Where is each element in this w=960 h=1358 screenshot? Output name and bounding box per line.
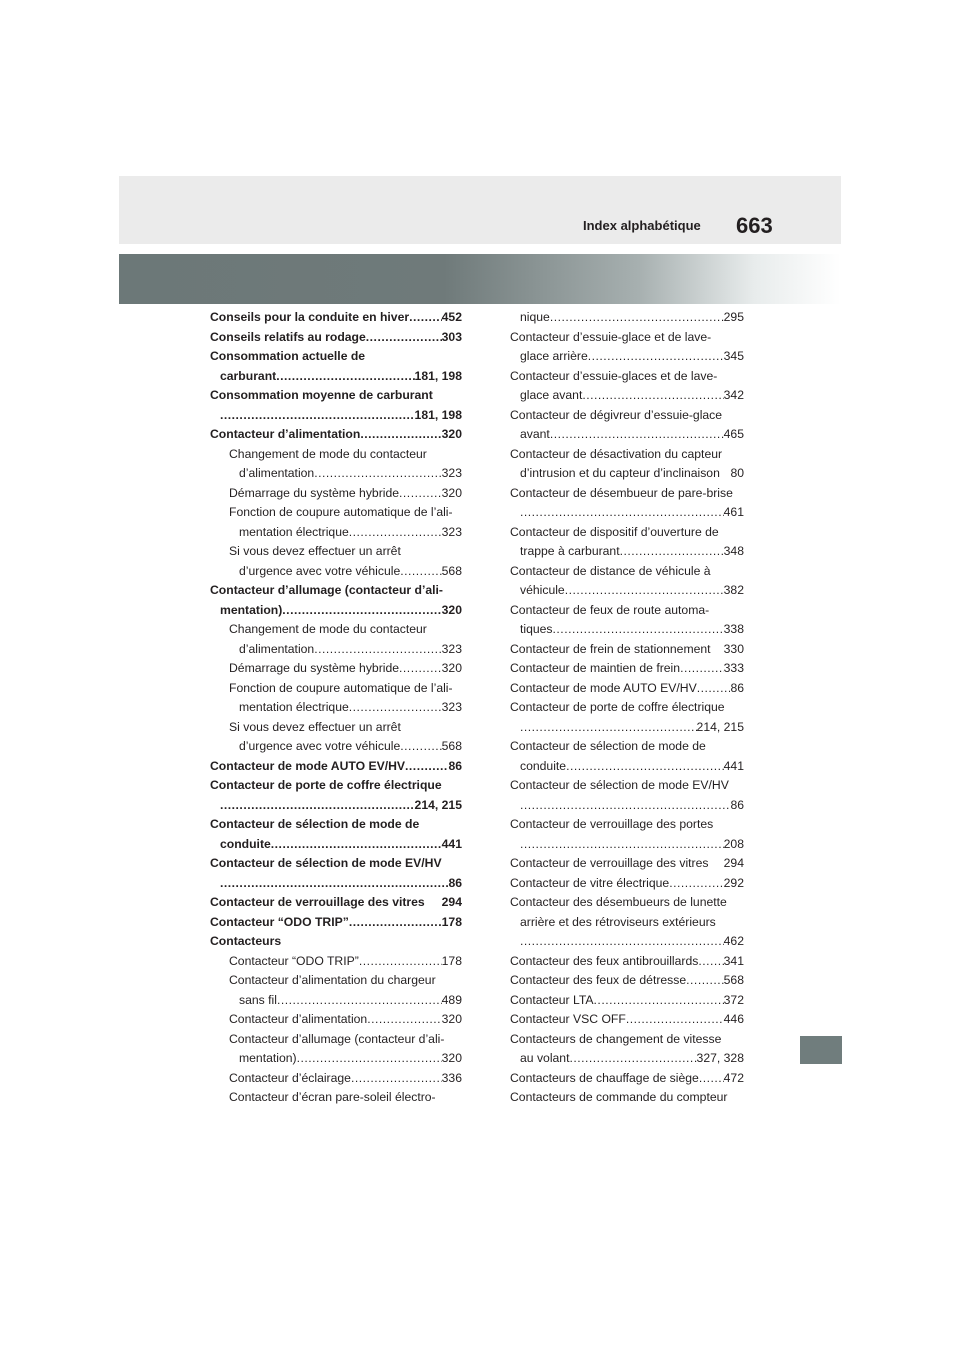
dot-leader [550,308,724,328]
dot-leader [699,1069,724,1089]
side-thumb-tab [800,1036,842,1064]
dot-leader [349,698,442,718]
index-entry-page: 292 [723,875,744,890]
index-entry [210,835,462,855]
dot-leader [297,1049,442,1069]
index-entry [210,445,462,465]
index-entry-text: Contacteurs de commande du compteur [510,1090,728,1104]
dot-leader [565,581,724,601]
index-entry [210,425,462,445]
index-entry [210,464,462,484]
index-entry-page: 86 [448,758,462,773]
dot-leader [351,1069,442,1089]
index-entry-text: Contacteur de mode AUTO EV/HV [210,758,406,773]
index-entry-text: d’alimentation [239,466,315,480]
section-title: Index alphabétique [583,218,701,233]
index-entry-page: 178 [441,953,462,968]
index-entry-text: Contacteurs de chauffage de siège [510,1070,699,1085]
index-entry-text: d’intrusion et du capteur d’inclinaison [520,466,720,480]
dot-leader [276,367,414,387]
index-entry-page: 465 [723,427,744,441]
index-entry [510,523,744,543]
dot-leader [400,562,441,582]
index-entry-text: Contacteur d’allumage (contacteur d’ali- [229,1031,445,1046]
index-entry [510,367,744,387]
index-entry-page: 345 [723,349,744,363]
index-entry [210,581,462,601]
index-entry-page: 338 [723,622,744,636]
index-column-left [210,308,462,1108]
index-entry [510,601,744,621]
dot-leader [314,640,441,660]
index-entry-text: Contacteurs de changement de vitesse [510,1031,722,1046]
index-entry-text: Contacteur LTA [510,992,594,1007]
dot-leader [626,1010,724,1030]
index-entry [210,776,462,796]
index-entry [510,952,744,972]
index-entry [510,308,744,328]
dot-leader [520,932,724,952]
index-entry-text: Contacteur d’alimentation [210,427,361,441]
index-entry-page: 303 [441,329,462,344]
index-entry [210,601,462,621]
index-entry [510,581,744,601]
index-entry [510,893,744,913]
index-entry-text: carburant [220,368,277,383]
index-entry-text: Conseils relatifs au rodage [210,329,366,344]
index-entry-text: Contacteur de maintien de frein [510,661,681,675]
index-entry-text: glace arrière [520,349,588,363]
index-entry-page: 181, 198 [414,368,462,383]
dot-leader [399,659,442,679]
index-entry-page: 441 [441,836,462,851]
index-entry-text: nique [520,310,550,324]
dot-leader [367,1010,441,1030]
index-entry [510,1049,744,1069]
dot-leader [594,991,724,1011]
index-entry [210,1049,462,1069]
index-entry [510,620,744,640]
index-entry [210,484,462,504]
index-entry-page: 472 [723,1070,744,1085]
index-entry-text: Fonction de coupure automatique de l’ali- [229,680,453,695]
index-entry-text: Contacteur d’alimentation du chargeur [229,973,436,987]
dot-leader [349,913,442,933]
index-entry-text: mentation électrique [239,700,349,714]
index-entry [210,679,462,699]
dot-leader [569,1049,696,1069]
index-entry [210,406,462,426]
index-entry-text: Contacteur d’essuie-glace et de lave- [510,329,712,344]
index-entry-page: 568 [441,739,462,753]
index-entry-text: Contacteur “ODO TRIP” [229,953,359,968]
index-entry-page: 320 [441,661,462,675]
index-entry-text: au volant [520,1051,570,1065]
index-entry-page: 330 [723,641,744,656]
index-entry-text: glace avant [520,388,583,402]
index-entry-text: Contacteur de mode AUTO EV/HV [510,680,697,695]
index-entry-text: Contacteur de feux de route automa- [510,602,710,617]
index-entry-text: Contacteur de verrouillage des portes [510,817,714,831]
index-entry [510,718,744,738]
index-entry-page: 320 [441,602,462,617]
index-entry [210,1088,462,1108]
index-entry [510,328,744,348]
index-entry-page: 214, 215 [414,797,462,812]
index-entry-text: Contacteurs [210,934,282,948]
index-entry-text: Contacteur des feux antibrouillards [510,953,699,968]
index-entry [510,698,744,718]
dot-leader [520,718,697,738]
index-entry [510,1010,744,1030]
index-entry-text: Contacteur de distance de véhicule à [510,563,711,578]
index-entry [210,562,462,582]
dot-leader [588,347,724,367]
index-entry [210,913,462,933]
index-entry [510,874,744,894]
index-entry [210,328,462,348]
index-entry [510,464,744,484]
index-entry [510,484,744,504]
index-entry [210,620,462,640]
index-column-right [510,308,744,1108]
index-entry-text: Contacteur “ODO TRIP” [210,914,349,929]
index-entry-page: 323 [441,700,462,714]
index-entry [210,347,462,367]
index-entry-page: 348 [723,544,744,558]
index-entry-text: conduite [220,836,271,851]
index-entry-text: sans fil [239,992,277,1007]
index-entry-text: Si vous devez effectuer un arrêt [229,544,401,558]
index-entry [510,737,744,757]
index-entry [510,815,744,835]
index-entry-page: 86 [448,875,462,890]
index-entry-text: Contacteur de sélection de mode de [510,739,706,753]
index-entry [210,757,462,777]
index-entry-text: Démarrage du système hybride [229,485,400,500]
index-entry-text: mentation électrique [239,524,349,539]
index-entry-page: 372 [723,992,744,1007]
index-entry-page: 320 [441,1012,462,1026]
index-entry-text: Contacteur de verrouillage des vitres [510,856,709,870]
index-entry-text: Contacteur de porte de coffre électrique [510,700,725,714]
dot-leader [400,737,441,757]
index-entry-text: Fonction de coupure automatique de l’ali- [229,505,453,519]
index-entry-text: mentation) [220,602,283,617]
index-entry [210,523,462,543]
index-entry [210,542,462,562]
index-entry-page: 323 [441,641,462,656]
index-entry [210,991,462,1011]
index-entry-text: trappe à carburant [520,544,620,558]
index-entry-page: 462 [723,934,744,948]
index-entry-text: Contacteur de sélection de mode de [210,817,420,831]
index-entry-text: Contacteur de frein de stationnement [510,641,711,656]
index-entry-text: Démarrage du système hybride [229,661,400,675]
index-entry-page: 295 [723,310,744,324]
index-entry [210,1010,462,1030]
index-entry-text: Si vous devez effectuer un arrêt [229,719,401,734]
index-entry [210,386,462,406]
index-entry [510,640,744,660]
index-entry-text: d’urgence avec votre véhicule [239,739,401,753]
index-entry [510,445,744,465]
index-entry-text: mentation) [239,1051,297,1065]
dot-leader [566,757,724,777]
index-entry [510,971,744,991]
index-entry [210,952,462,972]
index-entry [510,406,744,426]
index-entry-text: Contacteur des désembueurs de lunette [510,895,727,909]
index-entry-text: Contacteur des feux de détresse [510,973,687,987]
index-entry-page: 336 [441,1070,462,1085]
dot-leader [220,796,415,816]
index-entry [510,776,744,796]
dot-leader [271,835,442,855]
index-entry-text: Contacteur de sélection de mode EV/HV [210,856,442,870]
index-entry-text: Contacteur d’écran pare-soleil électro- [229,1090,436,1104]
dot-leader [399,484,442,504]
index-entry [510,835,744,855]
index-entry-text: avant [520,427,550,441]
index-entry-text: Contacteur VSC OFF [510,1012,626,1026]
index-entry-page: 452 [441,310,462,324]
dot-leader [680,659,724,679]
index-entry-page: 441 [723,758,744,773]
dot-leader [620,542,724,562]
index-entry [210,1069,462,1089]
index-entry-page: 294 [723,856,744,870]
index-entry-page: 341 [723,953,744,968]
index-entry-text: Contacteur de vitre électrique [510,875,670,890]
index-entry [510,796,744,816]
index-entry [210,503,462,523]
index-entry [510,854,744,874]
index-entry-page: 320 [441,485,462,500]
dot-leader [520,503,724,523]
index-entry [210,796,462,816]
dot-leader [314,464,441,484]
page-number: 663 [736,213,773,238]
index-entry [210,718,462,738]
index-entry-page: 568 [723,973,744,987]
dot-leader [360,425,441,445]
index-entry [510,386,744,406]
dot-leader [359,952,442,972]
dot-leader [550,425,724,445]
dot-leader [698,952,723,972]
index-entry [510,542,744,562]
dot-leader [553,620,724,640]
index-entry [510,347,744,367]
dot-leader [405,757,448,777]
index-entry-text: Contacteur de verrouillage des vitres [210,895,425,909]
index-entry-page: 446 [723,1012,744,1026]
index-entry-text: arrière et des rétroviseurs extérieurs [520,914,716,929]
index-entry-page: 86 [730,680,744,695]
index-entry-text: Contacteur d’éclairage [229,1070,351,1085]
index-entry [210,893,462,913]
index-entry-page: 327, 328 [696,1051,744,1065]
index-entry [510,1088,744,1108]
index-entry-text: Changement de mode du contacteur [229,446,427,461]
index-entry [210,367,462,387]
index-entry-text: Contacteur de désembueur de pare-brise [510,485,733,500]
index-entry-page: 86 [730,797,744,812]
index-entry [510,1030,744,1050]
index-entry-page: 294 [441,895,462,909]
dot-leader [686,971,724,991]
dot-leader [366,328,442,348]
index-entry-text: Contacteur d’alimentation [229,1012,368,1026]
index-entry-text: Contacteur de dégivreur d’essuie-glace [510,407,723,422]
dot-leader [669,874,723,894]
index-entry-text: véhicule [520,583,565,597]
index-entry-text: Contacteur d’allumage (contacteur d’ali- [210,583,443,597]
index-entry-text: Contacteur de sélection de mode EV/HV [510,778,729,792]
dot-leader [220,406,415,426]
index-entry-page: 80 [730,466,744,480]
index-entry [510,1069,744,1089]
index-entry [210,640,462,660]
index-entry-text: Consommation moyenne de carburant [210,388,433,402]
decorative-gradient-band [119,254,841,304]
index-entry-page: 323 [441,466,462,480]
dot-leader [520,835,724,855]
index-entry-text: d’urgence avec votre véhicule [239,563,401,578]
dot-leader [582,386,723,406]
index-entry [510,679,744,699]
dot-leader [697,679,731,699]
index-entry [210,1030,462,1050]
index-entry [210,308,462,328]
index-entry-text: Contacteur d’essuie-glaces et de lave- [510,368,718,383]
index-entry-page: 382 [723,583,744,597]
dot-leader [220,874,448,894]
index-entry-page: 333 [723,661,744,675]
index-entry-text: tiques [520,622,553,636]
index-entry-page: 181, 198 [414,407,462,422]
index-entry [510,425,744,445]
index-entry [510,757,744,777]
index-entry [510,932,744,952]
index-entry-page: 461 [723,505,744,519]
index-entry [210,659,462,679]
index-entry-text: Contacteur de dispositif d’ouverture de [510,524,719,539]
index-entry-page: 323 [441,524,462,539]
index-entry-page: 214, 215 [696,719,744,734]
index-entry [510,991,744,1011]
index-entry-page: 489 [441,992,462,1007]
index-entry [210,971,462,991]
index-entry [210,698,462,718]
index-entry-text: conduite [520,758,567,773]
index-entry-page: 320 [441,1051,462,1065]
index-entry-page: 208 [723,836,744,851]
index-entry-text: Contacteur de désactivation du capteur [510,446,723,461]
index-entry-text: Contacteur de porte de coffre électrique [210,778,442,792]
index-entry [210,815,462,835]
index-entry-page: 342 [723,388,744,402]
index-entry-text: Conseils pour la conduite en hiver [210,310,410,324]
dot-leader [349,523,442,543]
index-entry [510,562,744,582]
dot-leader [409,308,442,328]
index-entry [210,874,462,894]
dot-leader [282,601,441,621]
index-entry [510,503,744,523]
index-entry-page: 320 [441,427,462,441]
dot-leader [520,796,730,816]
index-entry [210,932,462,952]
index-entry-text: d’alimentation [239,641,315,656]
header-band [119,176,841,244]
index-entry [210,737,462,757]
dot-leader [277,991,442,1011]
index-entry [510,659,744,679]
index-entry [210,854,462,874]
index-entry-page: 178 [441,914,462,929]
index-entry [510,913,744,933]
index-entry-page: 568 [441,563,462,578]
index-entry-text: Consommation actuelle de [210,349,366,363]
index-entry-text: Changement de mode du contacteur [229,622,427,636]
